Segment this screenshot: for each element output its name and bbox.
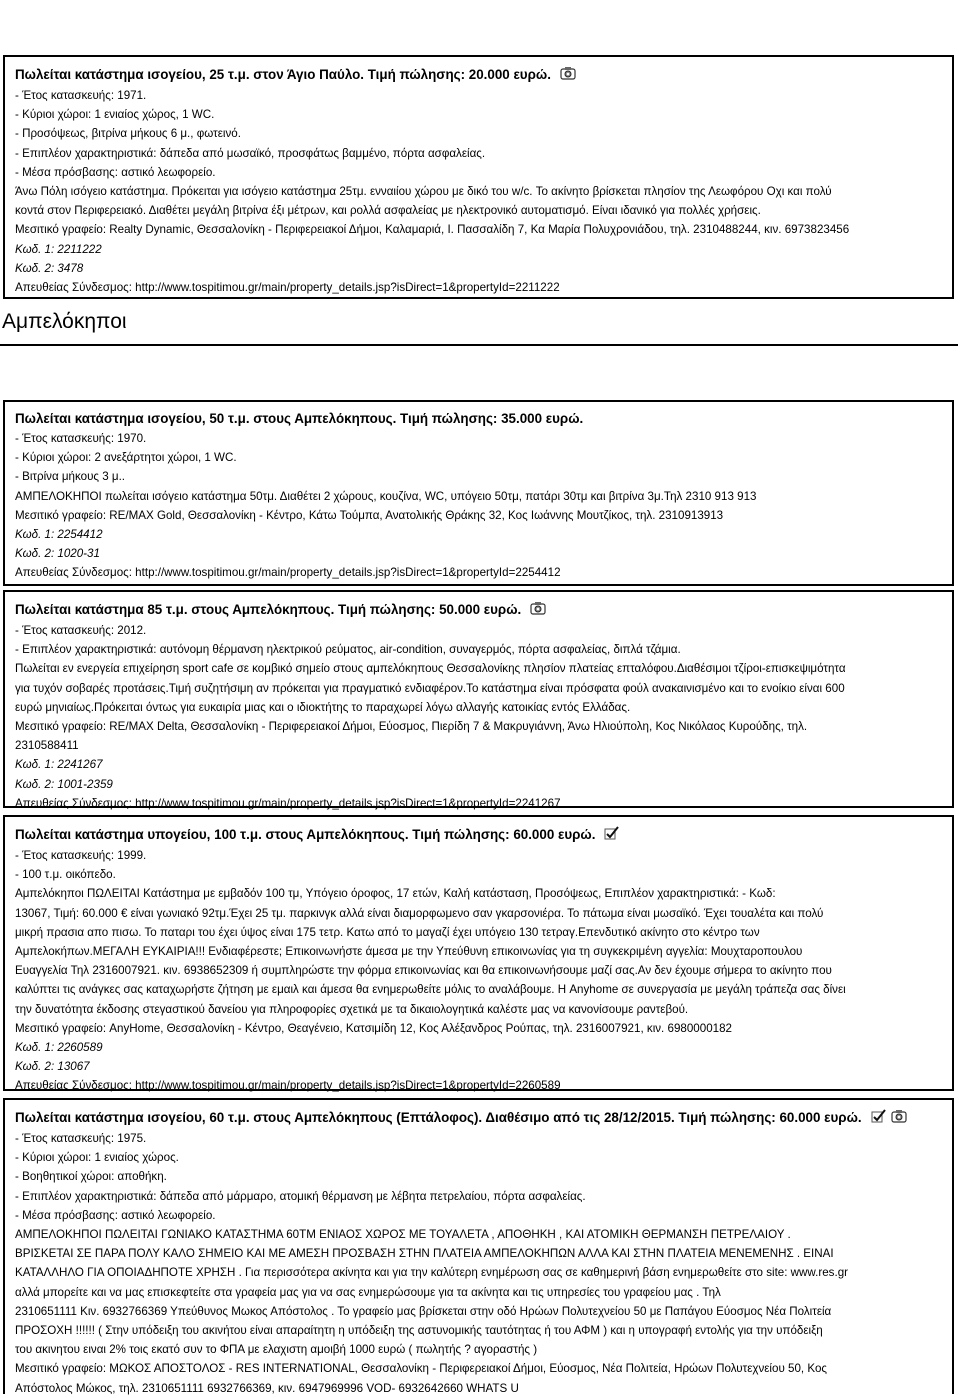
listing-description: 13067, Τιμή: 60.000 € είναι γωνιακό 92τμ.Έχει 25 τμ. παρκινγκ αλλά είναι διαμορφωμενο σαν γκαρσονιέρα. Το πάτωμα είναι μωσαϊκό. Έχει τουαλέτα και πολύ: [15, 906, 824, 920]
checkmark-icon[interactable]: [604, 826, 620, 844]
listing-code-1: Κωδ. 1: 2241267: [15, 758, 103, 772]
agency-info: Μεσιτικό γραφείο: Realty Dynamic, Θεσσαλονίκη - Περιφερειακοί Δήμοι, Καλαμαριά, Ι. Πασσαλίδη 7, Κα Μαρία Πολυχρονιάδου, τηλ. 2310488244, κιν. 6973823456: [15, 223, 850, 237]
listing-card: [3, 590, 954, 808]
listing-description: Άνω Πόλη ισόγειο κατάστημα. Πρόκειται για ισόγειο κατάστημα 25τμ. ενναιίου χώρου με δικό του w/c. Το ακίνητο βρίσκεται πλησίον της Λεωφόρου Οχι και πολύ: [15, 185, 832, 199]
listing-title-row: [15, 66, 942, 84]
listing-description: Αμπελοκήπων.ΜΕΓΑΛΗ ΕΥΚΑΙΡΙΑ!!! Ενδιαφέρεστε; Επικοινωνήστε άμεσα με την Υπεύθυνη επικοινωνίας για τη συγκεκριμένη αγγελία: Μουχταροπουλου: [15, 945, 803, 959]
listing-description: για τυχόν σοβαρές προτάσεις.Τιμή συζητήσιμη αν πρόκειται για πραγματικό ενδιαφέρον.Το κατάστημα είναι πρόσφατα φούλ ανακαινισμένο και το ενοίκιο είναι 600: [15, 681, 845, 695]
listing-card: [3, 815, 954, 1091]
listing-description: την δυνατότητα έκδοσης στεγαστικού δανείου για πληροφορίες σχετικά με τα δικαιολογητικά καλέστε μας να κανονίσουμε ραντεβού.: [15, 1002, 689, 1016]
listing-description: κοντά στον Περιφερειακό. Διαθέτει μεγάλη βιτρίνα έξι μέτρων, και ρολλά ασφαλείας με ηλεκτρονικό αυτοματισμό. Είναι ιδανικό για πολλές χρήσεις.: [15, 204, 761, 218]
agency-info: Μεσιτικό γραφείο: RE/MAX Delta, Θεσσαλονίκη - Περιφερειακοί Δήμοι, Εύοσμος, Πιερίδη 7 & Μακρυγιάννη, Άνω Ηλιούπολη, Κος Νικόλαος Κυρούδης, τηλ.: [15, 720, 808, 734]
listing-description: ευρώ μηνιαίως.Πρόκειται όντως για ευκαιρία μιας και ο ιδιοκτήτης το παραχωρεί λόγω αλλαγής κατοικίας εντός Ελλάδας.: [15, 700, 631, 714]
listing-description: Πωλείται εν ενεργεία επιχείρηση sport cafe σε κομβικό σημείο στους αμπελόκηπους Θεσσαλονίκης πλησίον πλατείας επταλόφου.Διαθέσιμοι τζίροι-επισκεψιμότητα: [15, 662, 846, 676]
listing-detail: - Κύριοι χώροι: 1 ενιαίος χώρος.: [15, 1151, 179, 1165]
listing-description: ΑΜΠΕΛΟΚΗΠΟΙ ΠΩΛΕΙΤΑΙ ΓΩΝΙΑΚΟ ΚΑΤΑΣΤΗΜΑ 60ΤΜ ΕΝΙΑΟΣ ΧΩΡΟΣ ΜΕ ΤΟΥΑΛΕΤΑ , ΑΠΟΘΗΚΗ , ΚΑΙ ΑΤΟΜΙΚΗ ΘΕΡΜΑΝΣΗ ΠΕΤΡΕΛΑΙΟΥ .: [15, 1228, 791, 1242]
listing-title-row: [15, 601, 942, 619]
listing-description: αλλά μπορείτε και να μας επισκεφτείτε στα γραφεία μας για να σας ενημερώσουμε για τα ακίνητα και τις υπηρεσίες του γραφείου μας . Τηλ: [15, 1285, 721, 1299]
agency-info: Απόστολος Μώκος, τηλ. 2310651111 6932766369, κιν. 6947969996 VOD- 6932642660 WHATS U: [15, 1381, 519, 1395]
listing-title-row: [15, 411, 942, 427]
listing-card: [3, 1098, 954, 1394]
listing-description: Αμπελόκηποι ΠΩΛΕΙΤΑΙ Κατάστημα με εμβαδόν 100 τμ, Υπόγειο όροφος, 17 ετών, Καλή κατάσταση, Προσόψεως, Επιπλέον χαρακτηριστικά: - Κωδ:: [15, 887, 776, 901]
listing-detail: - Μέσα πρόσβασης: αστικό λεωφορείο.: [15, 165, 216, 179]
section-divider: [0, 344, 958, 346]
listing-detail: - Μέσα πρόσβασης: αστικό λεωφορείο.: [15, 1208, 216, 1222]
listing-detail: - Έτος κατασκευής: 1999.: [15, 849, 147, 862]
direct-link[interactable]: Απευθείας Σύνδεσμος: http://www.tospitimou.gr/main/property_details.jsp?isDirect=1&propertyId=2260589: [15, 1079, 561, 1093]
listing-detail: - Έτος κατασκευής: 2012.: [15, 624, 147, 637]
camera-icon[interactable]: [891, 1109, 907, 1127]
listing-title: Πωλείται κατάστημα ισογείου, 60 τ.μ. στους Αμπελόκηπους (Επτάλοφος). Διαθέσιμο από τις 28/12/2015. Τιμή πώλησης: 60.000 ευρώ.: [15, 1110, 862, 1125]
listing-description: του ακινητου ειναι 2% τοις εκατό συν το ΦΠΑ με ελαχιστη αμοιβή 1000 ευρώ ( πωλητής ? αγοραστής ): [15, 1343, 538, 1357]
listing-description: ΒΡΙΣΚΕΤΑΙ ΣΕ ΠΑΡΑ ΠΟΛΥ ΚΑΛΟ ΣΗΜΕΙΟ ΚΑΙ ΜΕ ΑΜΕΣΗ ΠΡΟΣΒΑΣΗ ΣΤΗΝ ΠΛΑΤΕΙΑ ΑΜΠΕΛΟΚΗΠΩΝ ΑΛΛΑ ΚΑΙ ΣΤΗΝ ΠΛΑΤΕΙΑ ΜΕΝΕΜΕΝΗΣ . ΕΙΝΑΙ: [15, 1247, 834, 1261]
listing-code-2: Κωδ. 2: 1001-2359: [15, 777, 113, 791]
direct-link[interactable]: Απευθείας Σύνδεσμος: http://www.tospitimou.gr/main/property_details.jsp?isDirect=1&propertyId=2211222: [15, 281, 560, 295]
checkmark-icon[interactable]: [871, 1109, 887, 1127]
listing-description: μικρή πρασια απο πισω. Το παταρι του έχει ύψος είναι 175 τετρ. Κατω από το μαγαζί έχει υπόγειο 130 τετραγ.Επενδυτικό ακίνητο στο κέντρο των: [15, 925, 760, 939]
listing-detail: - Κύριοι χώροι: 1 ενιαίος χώρος, 1 WC.: [15, 108, 215, 122]
listing-card: [3, 400, 954, 586]
listing-title: Πωλείται κατάστημα 85 τ.μ. στους Αμπελόκηπους. Τιμή πώλησης: 50.000 ευρώ.: [15, 602, 522, 617]
listing-description: 2310651111 Κιν. 6932766369 Υπεύθυνος Μωκος Απόστολος . Το γραφείο μας βρίσκεται στην οδό Ηρώων Πολυτεχνείου 50 με Παπάγου Εύοσμος Νέα Πολιτεία: [15, 1304, 832, 1318]
listing-detail: - Έτος κατασκευής: 1970.: [15, 432, 147, 445]
listing-code-2: Κωδ. 2: 1020-31: [15, 547, 100, 561]
listing-description: καλύπτει τις ανάγκες σας καταχωρήστε ζήτηση με εμαιλ και άμεσα θα ενημερωθείτε μόλις το αναλάβουμε. Η Anyhome σε συνεργασία με μεγάλη τράπεζα σας δίνει: [15, 983, 846, 997]
listing-detail: - Βιτρίνα μήκους 3 μ..: [15, 470, 126, 484]
listing-code-2: Κωδ. 2: 3478: [15, 261, 84, 275]
listing-detail: - Επιπλέον χαρακτηριστικά: αυτόνομη θέρμανση ηλεκτρικού ρεύματος, air-condition, συναγερμός, πόρτα ασφαλείας, διπλά τζάμια.: [15, 643, 681, 657]
listing-detail: - Προσόψεως, βιτρίνα μήκους 6 μ., φωτεινό.: [15, 127, 241, 141]
listing-title: Πωλείται κατάστημα ισογείου, 50 τ.μ. στους Αμπελόκηπους. Τιμή πώλησης: 35.000 ευρώ.: [15, 411, 584, 426]
direct-link[interactable]: Απευθείας Σύνδεσμος: http://www.tospitimou.gr/main/property_details.jsp?isDirect=1&propertyId=2254412: [15, 566, 561, 580]
listing-code-1: Κωδ. 1: 2260589: [15, 1041, 103, 1055]
listing-detail: - Έτος κατασκευής: 1975.: [15, 1132, 147, 1145]
listing-description: ΚΑΤΑΛΛΗΛΟ ΓΙΑ ΟΠΟΙΑΔΗΠΟΤΕ ΧΡΗΣΗ . Για περισσότερα ακίνητα και για την καλύτερη ενημέρωση σας σε καθημερινή βάση ενημερωθείτε στο site: www.res.gr: [15, 1266, 849, 1280]
agency-info: 2310588411: [15, 739, 79, 753]
listing-code-2: Κωδ. 2: 13067: [15, 1060, 90, 1074]
agency-info: Μεσιτικό γραφείο: ΜΩΚΟΣ ΑΠΟΣΤΟΛΟΣ - RES INTERNATIONAL, Θεσσαλονίκη - Περιφερειακοί Δήμοι, Εύοσμος, Νέα Πολιτεία, Ηρώων Πολυτεχνείου 50, Κος: [15, 1362, 827, 1376]
listing-detail: - Κύριοι χώροι: 2 ανεξάρτητοι χώροι, 1 WC.: [15, 451, 237, 465]
listing-code-1: Κωδ. 1: 2254412: [15, 528, 103, 542]
listing-detail: - Επιπλέον χαρακτηριστικά: δάπεδα από μάρμαρο, ατομική θέρμανση με λέβητα πετρελαίου, πόρτα ασφαλείας.: [15, 1189, 586, 1203]
listing-detail: - Βοηθητικοί χώροι: αποθήκη.: [15, 1170, 167, 1184]
listing-description: ΠΡΟΣΟΧΗ !!!!!! ( Στην υπόδειξη του ακινήτου είναι απαραίτητη η υπόδειξη της αστυνομικής ταυτότητας ή του ΑΦΜ ) και η υπογραφή εντολής για την υπόδειξη: [15, 1324, 823, 1338]
camera-icon[interactable]: [560, 66, 576, 84]
listing-description: ΑΜΠΕΛΟΚΗΠΟΙ πωλείται ισόγειο κατάστημα 50τμ. Διαθέτει 2 χώρους, κουζίνα, WC, υπόγειο 50τμ, πατάρι 30τμ και βιτρίνα 3μ.Τηλ 2310 913 913: [15, 489, 757, 503]
listing-description: Ευαγγελία Τηλ 2316007921. κιν. 6938652309 ή συμπληρώστε την φόρμα επικοινωνίας και θα επικοινωνήσουμε μαζί σας.Αν δεν έχουμε σήμερα το ακίνητο που: [15, 964, 832, 978]
direct-link[interactable]: Απευθείας Σύνδεσμος: http://www.tospitimou.gr/main/property_details.jsp?isDirect=1&propertyId=2241267: [15, 796, 561, 810]
listing-detail: - Έτος κατασκευής: 1971.: [15, 89, 147, 102]
listing-code-1: Κωδ. 1: 2211222: [15, 242, 102, 256]
listing-card: [3, 55, 954, 299]
section-title: Αμπελόκηποι: [2, 310, 127, 333]
listing-title: Πωλείται κατάστημα υπογείου, 100 τ.μ. στους Αμπελόκηπους. Τιμή πώλησης: 60.000 ευρώ.: [15, 827, 596, 842]
listing-title-row: [15, 1109, 942, 1127]
camera-icon[interactable]: [530, 601, 546, 619]
listing-title-row: [15, 826, 942, 844]
listing-detail: - Επιπλέον χαρακτηριστικά: δάπεδα από μωσαϊκό, προσφάτως βαμμένο, πόρτα ασφαλείας.: [15, 146, 486, 160]
listing-detail: - 100 τ.μ. οικόπεδο.: [15, 868, 116, 882]
listing-title: Πωλείται κατάστημα ισογείου, 25 τ.μ. στον Άγιο Παύλο. Τιμή πώλησης: 20.000 ευρώ.: [15, 67, 551, 82]
agency-info: Μεσιτικό γραφείο: AnyHome, Θεσσαλονίκη - Κέντρο, Θεαγένειο, Κατσιμίδη 12, Κος Αλέξανδρος Ρούπας, τηλ. 2316007921, κιν. 6980000182: [15, 1021, 732, 1035]
agency-info: Μεσιτικό γραφείο: RE/MAX Gold, Θεσσαλονίκη - Κέντρο, Κάτω Τούμπα, Ανατολικής Θράκης 32, Κος Ιωάννης Μουτζίκος, τηλ. 2310913913: [15, 508, 724, 522]
